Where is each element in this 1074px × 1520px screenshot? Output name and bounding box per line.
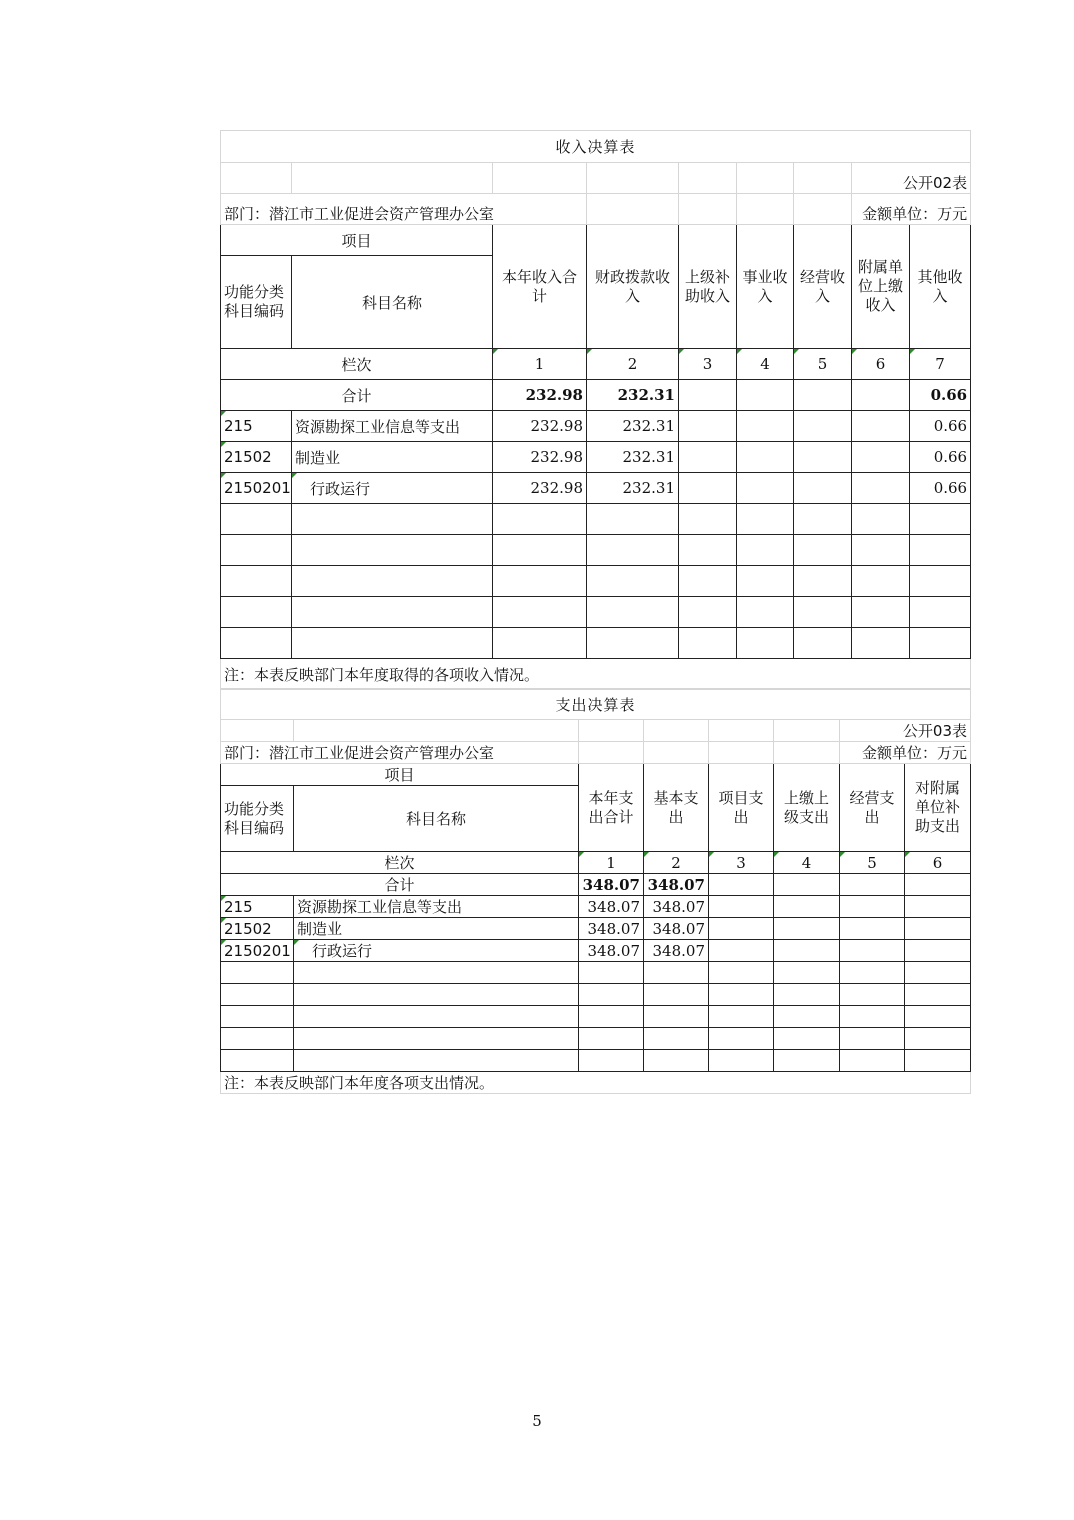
expense-header-item: 项目 (221, 764, 579, 786)
expense-cell (774, 896, 840, 918)
income-row-code: 21502 (221, 442, 292, 473)
income-cell (679, 442, 737, 473)
income-cell (737, 473, 794, 504)
income-cell: 232.31 (587, 473, 679, 504)
expense-total-cell (905, 874, 971, 896)
income-cell (679, 411, 737, 442)
empty-row (221, 566, 971, 597)
income-cell: 232.98 (493, 473, 587, 504)
expense-col-header: 本年支出合计 (579, 764, 644, 852)
expense-cell (840, 918, 905, 940)
expense-table (220, 688, 971, 1094)
table-row (221, 918, 971, 940)
income-cell (852, 473, 910, 504)
income-col-header: 附属单位上缴收入 (852, 225, 910, 349)
income-total-cell (794, 380, 852, 411)
income-cell: 232.31 (587, 411, 679, 442)
income-col-no: 5 (794, 349, 852, 380)
income-cell (852, 411, 910, 442)
income-cell (794, 473, 852, 504)
table-row (221, 442, 971, 473)
income-cell (737, 411, 794, 442)
expense-total-cell: 348.07 (579, 874, 644, 896)
expense-row-code: 21502 (221, 918, 294, 940)
table-row (221, 411, 971, 442)
expense-cell: 348.07 (579, 918, 644, 940)
empty-row (221, 1050, 971, 1072)
expense-cell: 348.07 (644, 940, 709, 962)
expense-cell (840, 896, 905, 918)
income-cell: 232.31 (587, 442, 679, 473)
expense-cell (709, 918, 774, 940)
expense-cell: 348.07 (579, 940, 644, 962)
expense-cell (774, 940, 840, 962)
income-cell: 232.98 (493, 411, 587, 442)
income-col-no-label: 栏次 (221, 349, 493, 380)
income-row-name: 行政运行 (292, 473, 493, 504)
expense-row-name: 制造业 (294, 918, 579, 940)
expense-row-code: 215 (221, 896, 294, 918)
income-col-header: 本年收入合计 (493, 225, 587, 349)
expense-col-header: 项目支出 (709, 764, 774, 852)
page-number: 5 (532, 1412, 542, 1430)
expense-col-header: 对附属单位补助支出 (905, 764, 971, 852)
expense-col-no: 4 (774, 852, 840, 874)
empty-row (221, 1028, 971, 1050)
income-row-code: 215 (221, 411, 292, 442)
expense-row-code: 2150201 (221, 940, 294, 962)
expense-total-cell (774, 874, 840, 896)
income-unit: 金额单位：万元 (852, 194, 971, 225)
expense-col-no: 3 (709, 852, 774, 874)
expense-col-no: 6 (905, 852, 971, 874)
expense-title: 支出决算表 (221, 689, 971, 720)
income-table (220, 130, 971, 690)
empty-row (221, 504, 971, 535)
income-total-cell (852, 380, 910, 411)
empty-row (221, 535, 971, 566)
income-statement (220, 130, 970, 690)
income-cell (852, 442, 910, 473)
expense-table-no: 公开03表 (840, 720, 971, 742)
expense-header-name: 科目名称 (294, 786, 579, 852)
income-cell: 0.66 (910, 411, 971, 442)
income-total-row (221, 380, 971, 411)
expense-col-no: 1 (579, 852, 644, 874)
income-col-no: 4 (737, 349, 794, 380)
income-col-header: 经营收入 (794, 225, 852, 349)
expense-col-no: 5 (840, 852, 905, 874)
expense-col-header: 基本支出 (644, 764, 709, 852)
expense-total-cell (840, 874, 905, 896)
expense-unit: 金额单位：万元 (840, 742, 971, 764)
income-col-no: 6 (852, 349, 910, 380)
income-total-cell: 232.31 (587, 380, 679, 411)
expense-row-name: 资源勘探工业信息等支出 (294, 896, 579, 918)
expense-cell (709, 940, 774, 962)
income-header-item: 项目 (221, 225, 493, 256)
expense-col-no: 2 (644, 852, 709, 874)
income-cell: 0.66 (910, 473, 971, 504)
income-row-name: 资源勘探工业信息等支出 (292, 411, 493, 442)
expense-total-row (221, 874, 971, 896)
expense-note: 注：本表反映部门本年度各项支出情况。 (221, 1072, 971, 1094)
empty-row (221, 984, 971, 1006)
income-table-no: 公开02表 (852, 163, 971, 194)
expense-cell (905, 940, 971, 962)
expense-total-cell: 348.07 (644, 874, 709, 896)
income-total-cell (737, 380, 794, 411)
income-note: 注：本表反映部门本年度取得的各项收入情况。 (221, 659, 971, 690)
income-header-name: 科目名称 (292, 256, 493, 349)
expense-header-code: 功能分类科目编码 (221, 786, 294, 852)
income-total-label: 合计 (221, 380, 493, 411)
expense-cell: 348.07 (644, 896, 709, 918)
table-row (221, 473, 971, 504)
income-cell (679, 473, 737, 504)
expense-cell (774, 918, 840, 940)
expense-cell (840, 940, 905, 962)
income-total-cell: 232.98 (493, 380, 587, 411)
expense-cell: 348.07 (644, 918, 709, 940)
expense-col-no-label: 栏次 (221, 852, 579, 874)
table-row (221, 940, 971, 962)
income-cell (794, 442, 852, 473)
income-cell: 232.98 (493, 442, 587, 473)
income-col-no: 2 (587, 349, 679, 380)
expense-cell (709, 896, 774, 918)
income-total-cell: 0.66 (910, 380, 971, 411)
expense-cell: 348.07 (579, 896, 644, 918)
empty-row (221, 1006, 971, 1028)
expense-dept: 部门：潜江市工业促进会资产管理办公室 (221, 742, 579, 764)
income-col-no: 3 (679, 349, 737, 380)
empty-row (221, 597, 971, 628)
expense-cell (905, 896, 971, 918)
income-row-code: 2150201 (221, 473, 292, 504)
empty-row (221, 962, 971, 984)
empty-row (221, 628, 971, 659)
expense-total-label: 合计 (221, 874, 579, 896)
expense-col-header: 上缴上级支出 (774, 764, 840, 852)
income-title: 收入决算表 (221, 131, 971, 163)
income-col-no: 7 (910, 349, 971, 380)
table-row (221, 896, 971, 918)
expense-statement (220, 688, 970, 1094)
income-header-code: 功能分类科目编码 (221, 256, 292, 349)
income-col-header: 上级补助收入 (679, 225, 737, 349)
income-row-name: 制造业 (292, 442, 493, 473)
expense-col-header: 经营支出 (840, 764, 905, 852)
income-dept: 部门：潜江市工业促进会资产管理办公室 (221, 194, 587, 225)
income-col-no: 1 (493, 349, 587, 380)
income-cell (737, 442, 794, 473)
income-col-header: 财政拨款收入 (587, 225, 679, 349)
income-cell: 0.66 (910, 442, 971, 473)
expense-row-name: 行政运行 (294, 940, 579, 962)
income-col-header: 事业收入 (737, 225, 794, 349)
income-total-cell (679, 380, 737, 411)
expense-total-cell (709, 874, 774, 896)
income-col-header: 其他收入 (910, 225, 971, 349)
income-cell (794, 411, 852, 442)
expense-cell (905, 918, 971, 940)
